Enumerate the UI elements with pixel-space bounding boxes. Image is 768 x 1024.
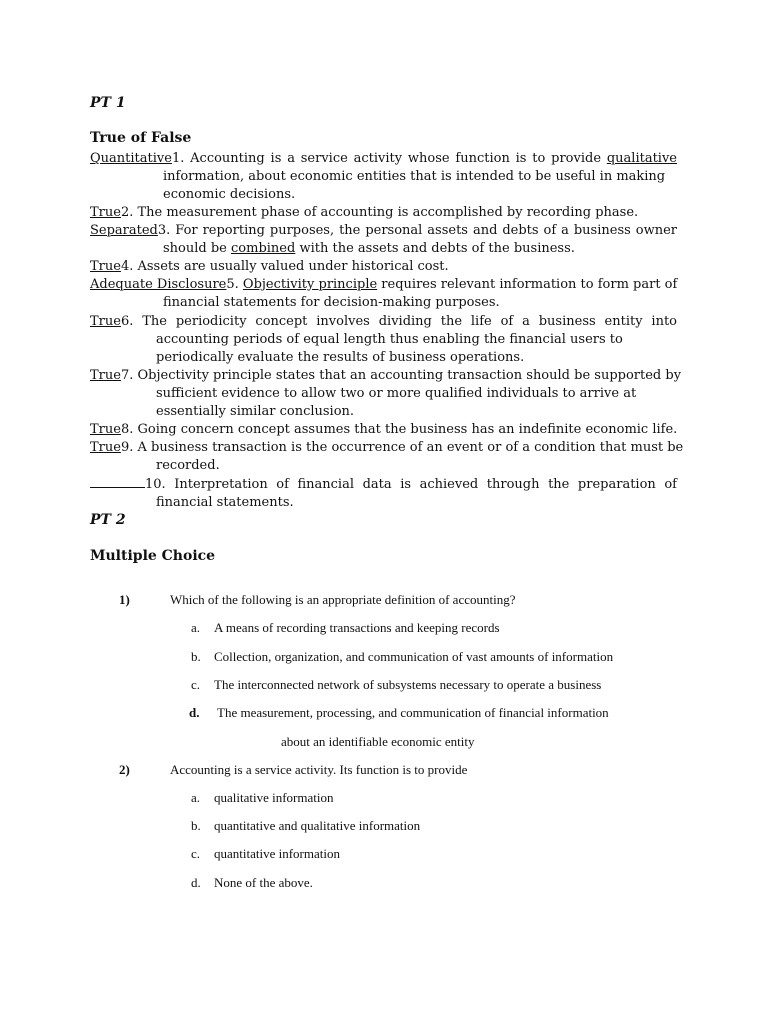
tf-answer: Separated bbox=[90, 223, 158, 238]
tf-item-8: True8. Going concern concept assumes that the business has an indefinite economic life. bbox=[90, 422, 678, 437]
tf-answer: True bbox=[90, 205, 121, 220]
tf-answer: True bbox=[90, 440, 121, 455]
tf-answer: True bbox=[90, 368, 121, 383]
tf-item-10: 10. Interpretation of financial data is achieved through the preparation of financial statements. bbox=[90, 476, 677, 512]
tf-item-5: Adequate Disclosure5. Objectivity principle requires relevant information to form part of financial statements for decision-making purposes. bbox=[90, 277, 678, 310]
tf-answer: Quantitative bbox=[90, 151, 172, 166]
tf-item-2: True2. The measurement phase of accounting is accomplished by recording phase. bbox=[90, 205, 639, 220]
multiple-choice-heading: Multiple Choice bbox=[90, 548, 216, 564]
tf-answer: True bbox=[90, 314, 121, 329]
tf-answer: True bbox=[90, 259, 121, 274]
pt1-title: PT 1 bbox=[90, 95, 126, 111]
tf-item-4: True4. Assets are usually valued under historical cost. bbox=[90, 259, 449, 274]
document-page: PT 1 True of False Quantitative1. Accounting is a service activity whose function is to provide qualitative information, about economic entities that is intended to be useful in making economic decisions. True2. The measurement phase of accounting is accomplished by recording phase. Separated3. For reporting purposes, the personal assets and debts of a business owner should be combined with the assets and debts of the business. True4. Assets are usually valued under historical cost. Adequate Disclosure5. Objectivity principle requires relevant information to form part of financial statements for decision-making purposes. True6. The periodicity concept involves dividing the life of a business entity into accounting periods of equal length thus enabling the financial users to periodically evaluate the results of business operations. True7. Objectivity principle states that an accounting transaction should be supported by sufficient evidence to allow two or more qualified individuals to arrive at essentially similar conclusion. True8. Going concern concept assumes that the business has an indefinite economic life. True9. A business transaction is the occurrence of an event or of a condition that must be recorded. 10. Interpretation of financial data is achieved through the preparation of financial statements. PT 2 Multiple Choice 1) Which of the following is an appropriate definition of accounting? a. A means of recording transactions and keeping records b. Collection, organization, and communication of vast amounts of information c. The interconnected network of subsystems necessary to operate a business d. The measurement, processing, and communication of financial information about an identifiable economic entity 2) Accounting is a service activity. Its function is to provide a. qualitative information b. quantitative and qualitative information c. quantitative information d. None of the above. bbox=[90, 95, 684, 890]
tf-item-9: True9. A business transaction is the occurrence of an event or of a condition that must be recorded. bbox=[90, 440, 684, 473]
question-text: Which of the following is an appropriate definition of accounting? bbox=[170, 592, 516, 607]
tf-item-3: Separated3. For reporting purposes, the personal assets and debts of a business owner should be combined with the assets and debts of the business. bbox=[90, 223, 677, 256]
tf-item-7: True7. Objectivity principle states that an accounting transaction should be supported by sufficient evidence to allow two or more qualified individuals to arrive at essentially similar conclusion. bbox=[90, 368, 682, 419]
tf-item-6: True6. The periodicity concept involves dividing the life of a business entity into accounting periods of equal length thus enabling the financial users to periodically evaluate the results of business operations. bbox=[90, 314, 677, 365]
tf-item-1: Quantitative1. Accounting is a service activity whose function is to provide qualitative information, about economic entities that is intended to be useful in making economic decisions. bbox=[90, 151, 677, 202]
true-false-heading: True of False bbox=[90, 130, 192, 146]
question-text: Accounting is a service activity. Its function is to provide bbox=[170, 762, 468, 777]
pt2-title: PT 2 bbox=[90, 512, 126, 528]
question-number: 1) bbox=[119, 592, 130, 607]
answer-blank bbox=[90, 476, 145, 488]
tf-answer: True bbox=[90, 422, 121, 437]
question-number: 2) bbox=[119, 762, 130, 777]
tf-answer: Adequate Disclosure bbox=[90, 277, 227, 292]
